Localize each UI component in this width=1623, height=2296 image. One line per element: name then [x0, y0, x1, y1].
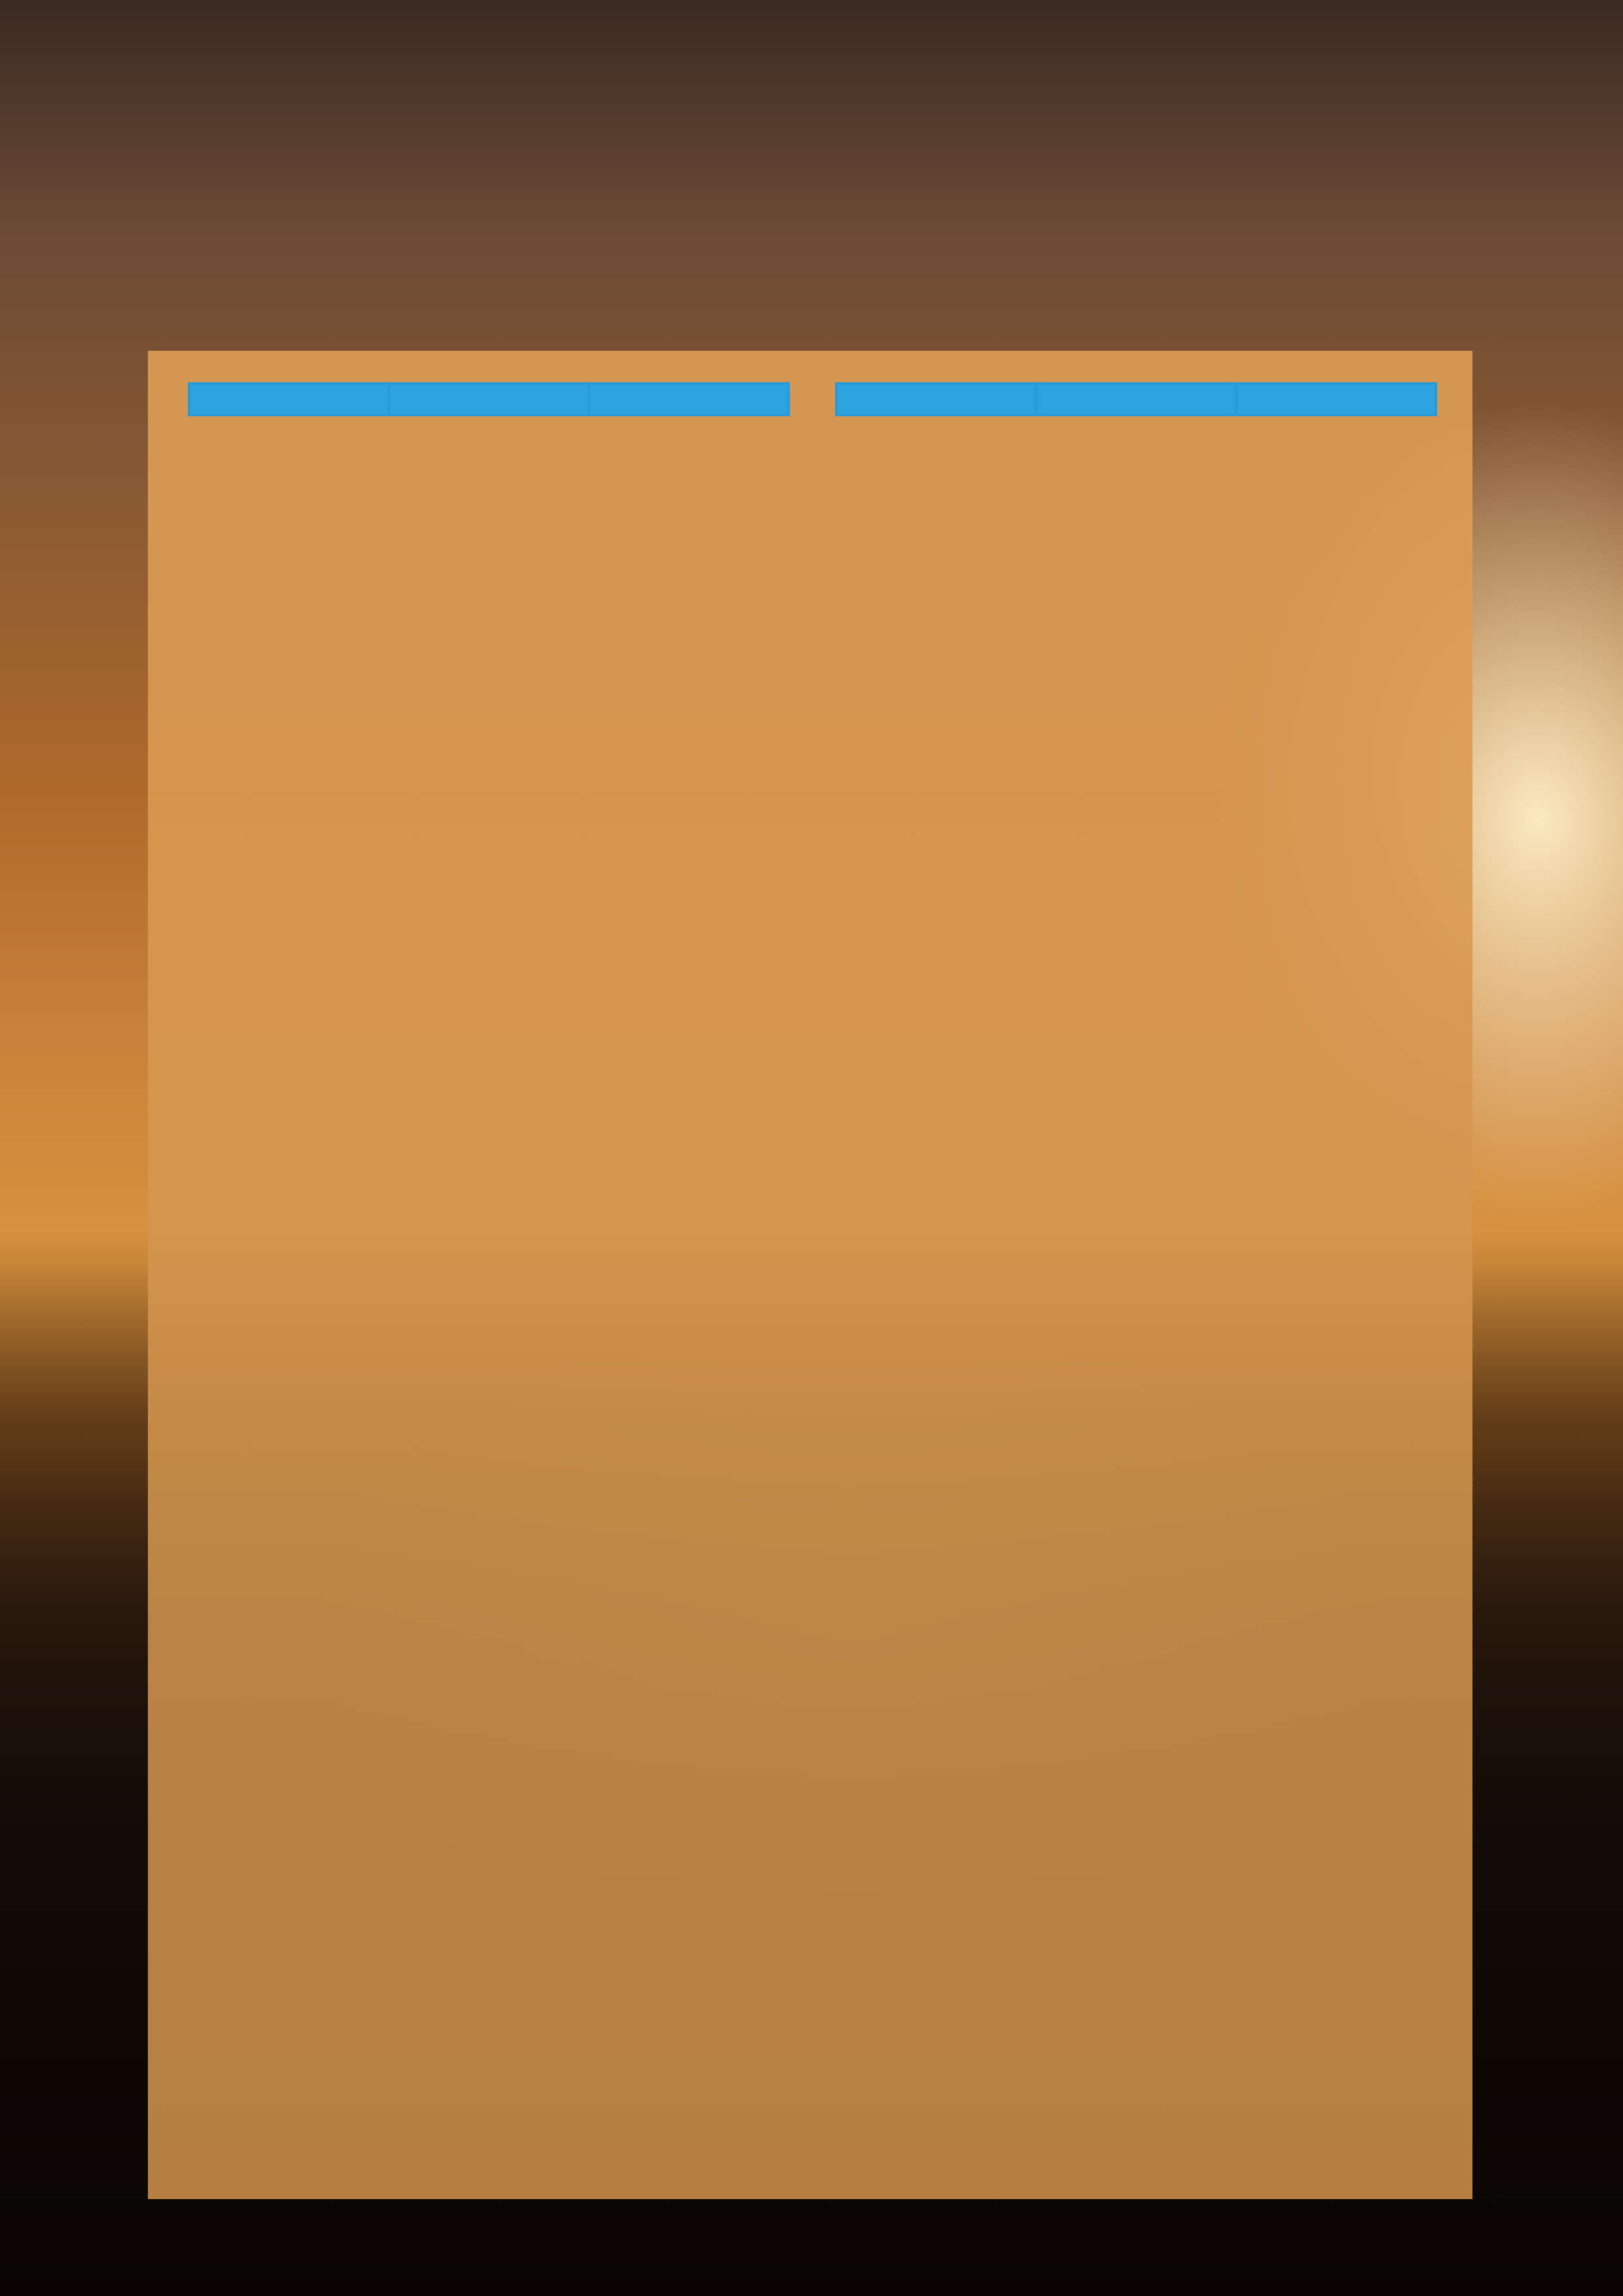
header-time: [1236, 384, 1436, 415]
yoho-logo: [1171, 85, 1459, 196]
header-tide: [389, 384, 588, 415]
header-date: [836, 384, 1036, 415]
content-panel: [148, 351, 1472, 2199]
header-date: [189, 384, 389, 415]
tide-table-left: [188, 382, 790, 416]
tide-table-right: [835, 382, 1437, 416]
header-tide: [1036, 384, 1236, 415]
header-time: [589, 384, 789, 415]
